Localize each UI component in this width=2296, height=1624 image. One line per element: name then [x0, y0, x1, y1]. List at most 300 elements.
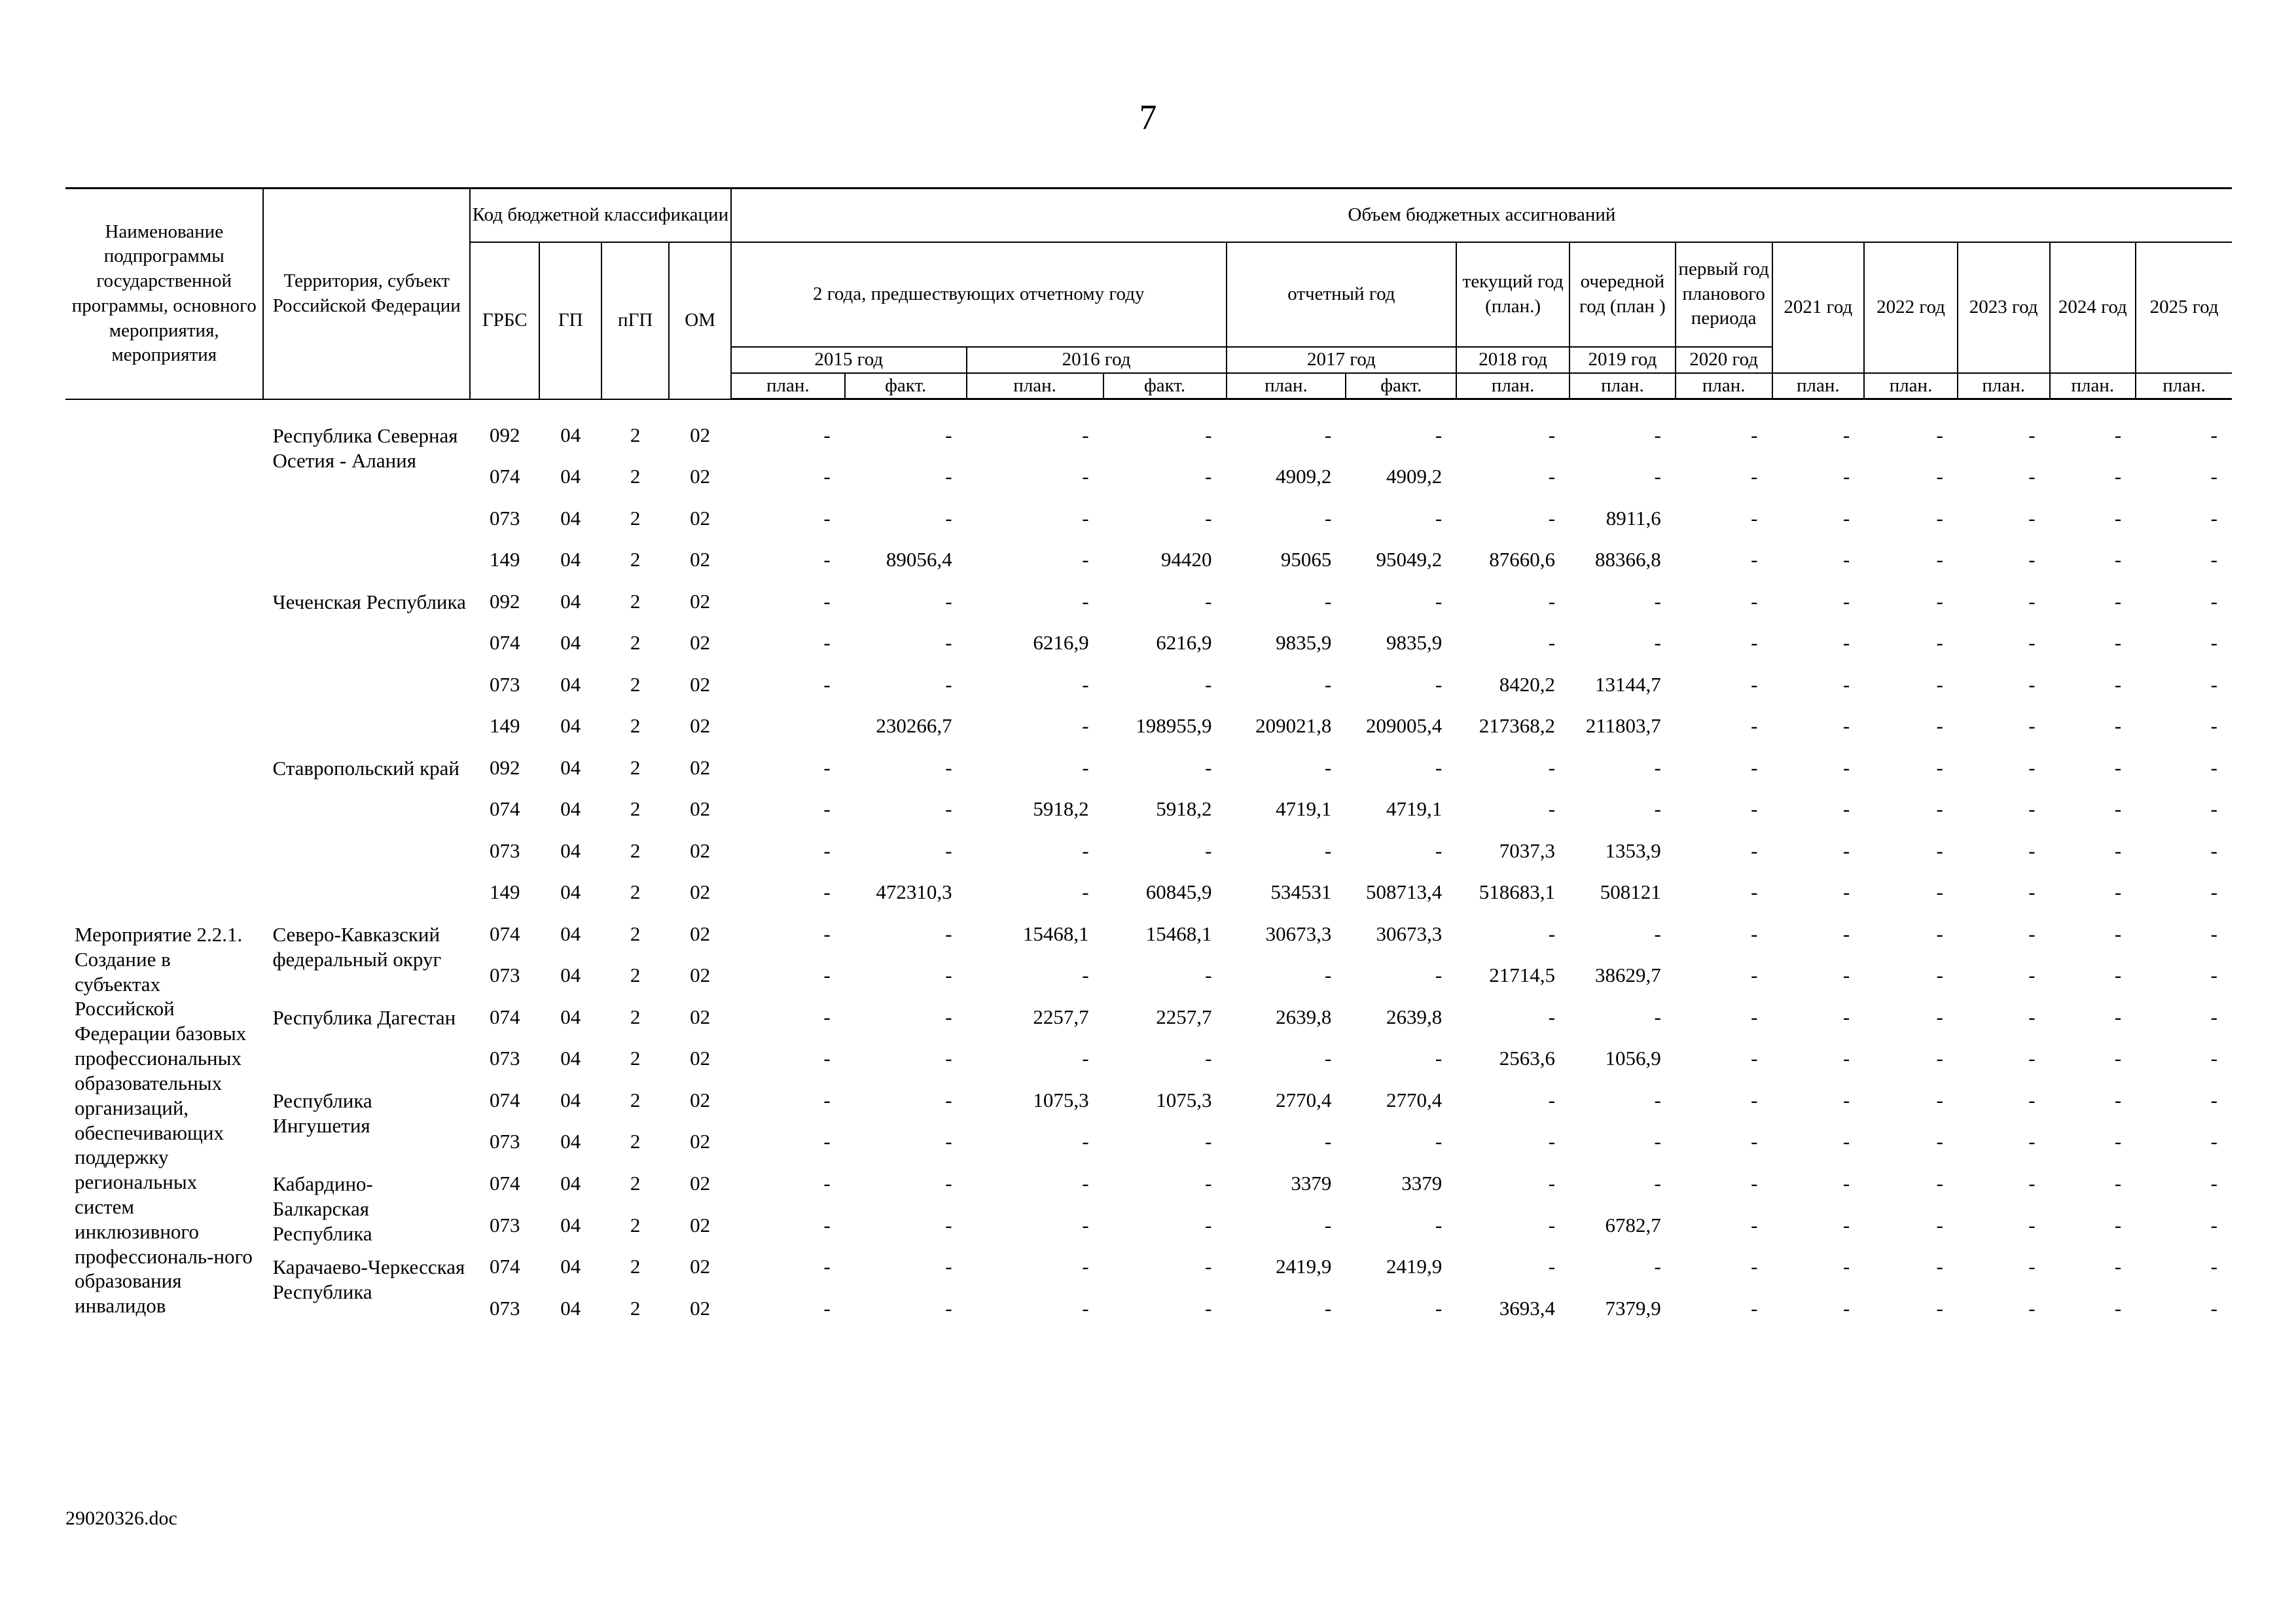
amount-cell: - — [2028, 1171, 2036, 1195]
amount-cell: - — [1751, 839, 1758, 862]
amount-cell: - — [1082, 1255, 1089, 1278]
table-row — [65, 581, 2232, 623]
amount-cell: - — [2028, 672, 2036, 696]
amount-cell: - — [1936, 1171, 1943, 1195]
amount-cell: - — [2210, 465, 2217, 488]
code-om: 02 — [690, 714, 711, 738]
header-territory: Территория, субъект Российской Федерации — [263, 189, 470, 399]
amount-cell: 9835,9 — [1386, 631, 1443, 655]
amount-cell: - — [1082, 506, 1089, 530]
amount-cell: - — [1435, 423, 1443, 446]
code-gp: 04 — [560, 423, 581, 446]
amount-cell: - — [1205, 839, 1212, 862]
code-gp: 04 — [560, 1171, 581, 1195]
amount-cell: - — [2028, 797, 2036, 821]
amount-cell: 6782,7 — [1605, 1213, 1661, 1236]
amount-cell: - — [2028, 922, 2036, 945]
amount-cell: - — [1435, 1047, 1443, 1070]
amount-cell: - — [945, 506, 952, 530]
amount-cell: - — [1751, 631, 1758, 655]
amount-cell: - — [1325, 1296, 1332, 1320]
amount-cell: - — [2210, 548, 2217, 571]
amount-cell: 30673,3 — [1265, 922, 1332, 945]
code-grbs: 073 — [489, 672, 520, 696]
header-volume-group: Объем бюджетных ассигнований — [731, 189, 2232, 242]
amount-cell: - — [2210, 1005, 2217, 1028]
amount-cell: - — [1654, 922, 1661, 945]
amount-cell: - — [1548, 1088, 1556, 1111]
sub-plan: план. — [1772, 373, 1865, 399]
amount-cell: - — [1082, 964, 1089, 987]
code-grbs: 092 — [489, 423, 520, 446]
amount-cell: - — [823, 465, 831, 488]
amount-cell: - — [2114, 1213, 2122, 1236]
code-om: 02 — [690, 631, 711, 655]
amount-cell: - — [2028, 714, 2036, 738]
amount-cell: - — [1654, 423, 1661, 446]
amount-cell: - — [2210, 714, 2217, 738]
amount-cell: 6216,9 — [1033, 631, 1089, 655]
amount-cell: - — [823, 1130, 831, 1153]
amount-cell: - — [2028, 1213, 2036, 1236]
amount-cell: - — [1936, 880, 1943, 904]
amount-cell: 95049,2 — [1376, 548, 1443, 571]
amount-cell: - — [1205, 506, 1212, 530]
amount-cell: - — [1654, 1171, 1661, 1195]
table-row — [65, 414, 2232, 456]
amount-cell: - — [1936, 548, 1943, 571]
code-grbs: 074 — [489, 1005, 520, 1028]
amount-cell: - — [1842, 1130, 1850, 1153]
table-row — [65, 747, 2232, 789]
amount-cell: - — [1842, 922, 1850, 945]
amount-cell: 1075,3 — [1033, 1088, 1089, 1111]
amount-cell: - — [1751, 755, 1758, 779]
code-pgp: 2 — [630, 1296, 641, 1320]
amount-cell: 2419,9 — [1276, 1255, 1332, 1278]
amount-cell: - — [1082, 1213, 1089, 1236]
amount-cell: 60845,9 — [1145, 880, 1212, 904]
code-om: 02 — [690, 672, 711, 696]
amount-cell: - — [1325, 1130, 1332, 1153]
sub-fact: факт. — [1346, 373, 1456, 399]
header-2015: 2015 год — [731, 347, 967, 373]
code-gp: 04 — [560, 631, 581, 655]
amount-cell: - — [2028, 1130, 2036, 1153]
code-om: 02 — [690, 1171, 711, 1195]
header-next-year: очередной год (план ) — [1570, 242, 1676, 347]
amount-cell: - — [1936, 423, 1943, 446]
table-row — [65, 913, 2232, 955]
code-gp: 04 — [560, 1296, 581, 1320]
code-om: 02 — [690, 964, 711, 987]
amount-cell: - — [1936, 755, 1943, 779]
amount-cell: - — [1936, 1255, 1943, 1278]
amount-cell: - — [823, 589, 831, 613]
amount-cell: - — [1842, 506, 1850, 530]
amount-cell: - — [945, 964, 952, 987]
code-om: 02 — [690, 506, 711, 530]
amount-cell: - — [1325, 1047, 1332, 1070]
amount-cell: - — [823, 797, 831, 821]
amount-cell: - — [945, 1005, 952, 1028]
code-grbs: 092 — [489, 755, 520, 779]
amount-cell: - — [823, 631, 831, 655]
amount-cell: 518683,1 — [1479, 880, 1556, 904]
amount-cell: - — [1842, 1047, 1850, 1070]
amount-cell: - — [1082, 839, 1089, 862]
amount-cell: - — [2210, 922, 2217, 945]
code-om: 02 — [690, 797, 711, 821]
amount-cell: 4719,1 — [1386, 797, 1443, 821]
amount-cell: - — [1325, 589, 1332, 613]
amount-cell: - — [1751, 714, 1758, 738]
amount-cell: - — [1548, 1213, 1556, 1236]
sub-plan: план. — [2136, 373, 2232, 399]
amount-cell: - — [1654, 1255, 1661, 1278]
code-gp: 04 — [560, 1213, 581, 1236]
amount-cell: - — [1205, 1171, 1212, 1195]
amount-cell: - — [1842, 1213, 1850, 1236]
code-grbs: 073 — [489, 506, 520, 530]
amount-cell: - — [945, 922, 952, 945]
amount-cell — [731, 706, 845, 748]
amount-cell: - — [1654, 631, 1661, 655]
amount-cell: 209005,4 — [1365, 714, 1443, 738]
amount-cell: - — [945, 672, 952, 696]
amount-cell: - — [2210, 1088, 2217, 1111]
amount-cell: - — [1751, 589, 1758, 613]
amount-cell: - — [2028, 880, 2036, 904]
amount-cell: - — [2114, 797, 2122, 821]
amount-cell: - — [1936, 631, 1943, 655]
code-pgp: 2 — [630, 1005, 641, 1028]
amount-cell: 30673,3 — [1376, 922, 1443, 945]
amount-cell: - — [823, 1088, 831, 1111]
amount-cell: - — [1325, 1213, 1332, 1236]
code-gp: 04 — [560, 1130, 581, 1153]
amount-cell: - — [2028, 964, 2036, 987]
amount-cell: - — [2114, 922, 2122, 945]
amount-cell: - — [1936, 714, 1943, 738]
amount-cell: 8420,2 — [1499, 672, 1556, 696]
amount-cell: - — [2028, 423, 2036, 446]
code-gp: 04 — [560, 797, 581, 821]
amount-cell: - — [945, 755, 952, 779]
amount-cell: - — [1751, 1005, 1758, 1028]
amount-cell: - — [945, 1296, 952, 1320]
code-grbs: 074 — [489, 1171, 520, 1195]
amount-cell: 534531 — [1270, 880, 1332, 904]
amount-cell: - — [2114, 714, 2122, 738]
amount-cell: - — [1205, 1255, 1212, 1278]
amount-cell: - — [1205, 964, 1212, 987]
code-grbs: 149 — [489, 714, 520, 738]
amount-cell: - — [1936, 1296, 1943, 1320]
amount-cell: - — [2114, 1047, 2122, 1070]
amount-cell: - — [2210, 964, 2217, 987]
amount-cell: - — [2114, 755, 2122, 779]
amount-cell: - — [1548, 631, 1556, 655]
amount-cell: 87660,6 — [1489, 548, 1556, 571]
amount-cell: - — [1751, 797, 1758, 821]
amount-cell: 5918,2 — [1033, 797, 1089, 821]
code-pgp: 2 — [630, 548, 641, 571]
amount-cell: - — [1842, 839, 1850, 862]
header-report-year: отчетный год — [1227, 242, 1457, 347]
amount-cell: - — [945, 1088, 952, 1111]
territory-label: Республика Дагестан — [272, 1006, 456, 1029]
sub-fact: факт. — [1103, 373, 1227, 399]
table-row — [65, 1079, 2232, 1121]
code-gp: 04 — [560, 714, 581, 738]
amount-cell: - — [2210, 1296, 2217, 1320]
sub-plan: план. — [1570, 373, 1676, 399]
amount-cell: - — [1548, 465, 1556, 488]
amount-cell: - — [2028, 589, 2036, 613]
header-name: Наименование подпрограммы государственной программы, основного мероприятия, мероприятия — [65, 189, 263, 399]
amount-cell: - — [1435, 755, 1443, 779]
amount-cell: - — [823, 1047, 831, 1070]
amount-cell: - — [1654, 1088, 1661, 1111]
code-pgp: 2 — [630, 1130, 641, 1153]
amount-cell: - — [2210, 1047, 2217, 1070]
amount-cell: - — [2210, 839, 2217, 862]
amount-cell: - — [1654, 465, 1661, 488]
amount-cell: 217368,2 — [1479, 714, 1556, 738]
amount-cell: - — [1205, 465, 1212, 488]
amount-cell: - — [1325, 672, 1332, 696]
amount-cell: - — [1936, 589, 1943, 613]
amount-cell: - — [1082, 672, 1089, 696]
amount-cell: - — [1936, 797, 1943, 821]
code-om: 02 — [690, 423, 711, 446]
amount-cell: - — [945, 1130, 952, 1153]
page-number: 7 — [1139, 98, 1157, 137]
code-gp: 04 — [560, 1047, 581, 1070]
amount-cell: - — [823, 548, 831, 571]
code-gp: 04 — [560, 1088, 581, 1111]
amount-cell: - — [1082, 465, 1089, 488]
code-grbs: 073 — [489, 964, 520, 987]
amount-cell: - — [945, 1213, 952, 1236]
sub-plan: план. — [1958, 373, 2050, 399]
code-om: 02 — [690, 1213, 711, 1236]
amount-cell: - — [1751, 423, 1758, 446]
code-pgp: 2 — [630, 755, 641, 779]
amount-cell: - — [1548, 1171, 1556, 1195]
budget-table-header — [65, 187, 2232, 400]
code-gp: 04 — [560, 506, 581, 530]
code-pgp: 2 — [630, 964, 641, 987]
budget-table-body — [65, 414, 2232, 1329]
amount-cell: - — [1751, 880, 1758, 904]
code-gp: 04 — [560, 465, 581, 488]
amount-cell: - — [1082, 1296, 1089, 1320]
amount-cell: - — [2210, 1255, 2217, 1278]
code-pgp: 2 — [630, 1047, 641, 1070]
header-pgp: пГП — [601, 242, 669, 399]
amount-cell: 2257,7 — [1033, 1005, 1089, 1028]
code-gp: 04 — [560, 839, 581, 862]
amount-cell: 508121 — [1600, 880, 1661, 904]
amount-cell: - — [1936, 964, 1943, 987]
amount-cell: 8911,6 — [1605, 506, 1661, 530]
amount-cell: - — [1082, 1047, 1089, 1070]
amount-cell: - — [1435, 1296, 1443, 1320]
header-grbs: ГРБС — [470, 242, 540, 399]
amount-cell: - — [823, 506, 831, 530]
header-2018: 2018 год — [1456, 347, 1570, 373]
amount-cell: - — [1842, 589, 1850, 613]
code-pgp: 2 — [630, 1088, 641, 1111]
amount-cell: - — [1205, 1130, 1212, 1153]
header-2019: 2019 год — [1570, 347, 1676, 373]
amount-cell: 211803,7 — [1585, 714, 1661, 738]
amount-cell: - — [1842, 1296, 1850, 1320]
amount-cell: - — [945, 839, 952, 862]
amount-cell: - — [1936, 1088, 1943, 1111]
amount-cell: - — [2210, 797, 2217, 821]
amount-cell: 2770,4 — [1386, 1088, 1443, 1111]
code-grbs: 073 — [489, 1130, 520, 1153]
table-row — [65, 1246, 2232, 1288]
amount-cell: 2639,8 — [1276, 1005, 1332, 1028]
amount-cell: - — [945, 423, 952, 446]
amount-cell: 2639,8 — [1386, 1005, 1443, 1028]
amount-cell: - — [1751, 964, 1758, 987]
code-grbs: 074 — [489, 1255, 520, 1278]
amount-cell: - — [1082, 1171, 1089, 1195]
amount-cell: - — [2114, 465, 2122, 488]
code-gp: 04 — [560, 1005, 581, 1028]
amount-cell: - — [2114, 631, 2122, 655]
footer-filename: 29020326.doc — [65, 1507, 177, 1529]
code-om: 02 — [690, 1296, 711, 1320]
amount-cell: - — [823, 1171, 831, 1195]
code-gp: 04 — [560, 880, 581, 904]
amount-cell: - — [1325, 964, 1332, 987]
amount-cell: - — [1751, 548, 1758, 571]
territory-label: Республика Ингушетия — [272, 1089, 372, 1137]
amount-cell: - — [2210, 423, 2217, 446]
sub-plan: план. — [731, 373, 845, 399]
amount-cell: - — [1654, 755, 1661, 779]
amount-cell: - — [1548, 589, 1556, 613]
code-pgp: 2 — [630, 672, 641, 696]
amount-cell: 7379,9 — [1605, 1296, 1661, 1320]
amount-cell: - — [1082, 548, 1089, 571]
amount-cell: - — [2028, 1296, 2036, 1320]
code-grbs: 073 — [489, 1213, 520, 1236]
sub-plan: план. — [1456, 373, 1570, 399]
code-pgp: 2 — [630, 631, 641, 655]
amount-cell: - — [1751, 1047, 1758, 1070]
amount-cell: 95065 — [1280, 548, 1332, 571]
amount-cell: - — [945, 1047, 952, 1070]
amount-cell: - — [1082, 880, 1089, 904]
sub-plan: план. — [1227, 373, 1346, 399]
amount-cell: - — [1082, 1130, 1089, 1153]
amount-cell: - — [1936, 465, 1943, 488]
code-om: 02 — [690, 589, 711, 613]
amount-cell: - — [2114, 589, 2122, 613]
code-om: 02 — [690, 1047, 711, 1070]
amount-cell: 1353,9 — [1605, 839, 1661, 862]
amount-cell: - — [1435, 672, 1443, 696]
amount-cell: - — [1842, 1005, 1850, 1028]
amount-cell: - — [2114, 964, 2122, 987]
amount-cell: - — [1842, 880, 1850, 904]
amount-cell: - — [1751, 922, 1758, 945]
amount-cell: 88366,8 — [1595, 548, 1661, 571]
amount-cell: - — [2028, 1047, 2036, 1070]
territory-label: Республика Северная Осетия - Алания — [272, 424, 458, 472]
header-first-plan-year: первый год планового периода — [1676, 242, 1772, 347]
amount-cell: - — [823, 1213, 831, 1236]
amount-cell: - — [1842, 755, 1850, 779]
amount-cell: - — [1205, 423, 1212, 446]
amount-cell: 209021,8 — [1255, 714, 1332, 738]
amount-cell: 3693,4 — [1499, 1296, 1556, 1320]
amount-cell: 4719,1 — [1276, 797, 1332, 821]
amount-cell: - — [1842, 1171, 1850, 1195]
header-current-year: текущий год (план.) — [1456, 242, 1570, 347]
amount-cell: - — [1548, 1005, 1556, 1028]
code-pgp: 2 — [630, 797, 641, 821]
amount-cell: - — [1654, 797, 1661, 821]
amount-cell: - — [1205, 1213, 1212, 1236]
amount-cell: - — [1548, 922, 1556, 945]
code-gp: 04 — [560, 922, 581, 945]
amount-cell: - — [2210, 1130, 2217, 1153]
amount-cell: - — [2114, 839, 2122, 862]
amount-cell: - — [1842, 548, 1850, 571]
amount-cell: 2257,7 — [1156, 1005, 1212, 1028]
header-2017: 2017 год — [1227, 347, 1457, 373]
header-2016: 2016 год — [967, 347, 1227, 373]
amount-cell: - — [1654, 589, 1661, 613]
code-pgp: 2 — [630, 423, 641, 446]
code-grbs: 074 — [489, 797, 520, 821]
amount-cell: - — [945, 465, 952, 488]
code-gp: 04 — [560, 755, 581, 779]
amount-cell: - — [823, 672, 831, 696]
amount-cell: - — [2114, 423, 2122, 446]
amount-cell: 15468,1 — [1022, 922, 1089, 945]
header-2022: 2022 год — [1864, 242, 1958, 373]
code-grbs: 092 — [489, 589, 520, 613]
amount-cell: 1075,3 — [1156, 1088, 1212, 1111]
code-om: 02 — [690, 1088, 711, 1111]
amount-cell: - — [823, 880, 831, 904]
amount-cell: - — [1842, 1088, 1850, 1111]
amount-cell: - — [1205, 1047, 1212, 1070]
amount-cell: - — [1842, 423, 1850, 446]
measure-label: Мероприятие 2.2.1. Создание в субъектах Российской Федерации базовых профессиональных образовательных организаций, обеспечивающих поддержку региональных систем инклюзивного профессиональ-ного образования инвалидов — [75, 923, 253, 1318]
amount-cell: - — [1842, 631, 1850, 655]
amount-cell: - — [2028, 1255, 2036, 1278]
header-two-years: 2 года, предшествующих отчетному году — [731, 242, 1227, 347]
amount-cell: - — [2210, 631, 2217, 655]
amount-cell: - — [2114, 506, 2122, 530]
amount-cell: - — [1325, 755, 1332, 779]
amount-cell: - — [2114, 548, 2122, 571]
code-om: 02 — [690, 880, 711, 904]
code-pgp: 2 — [630, 589, 641, 613]
code-gp: 04 — [560, 964, 581, 987]
amount-cell: - — [2114, 880, 2122, 904]
